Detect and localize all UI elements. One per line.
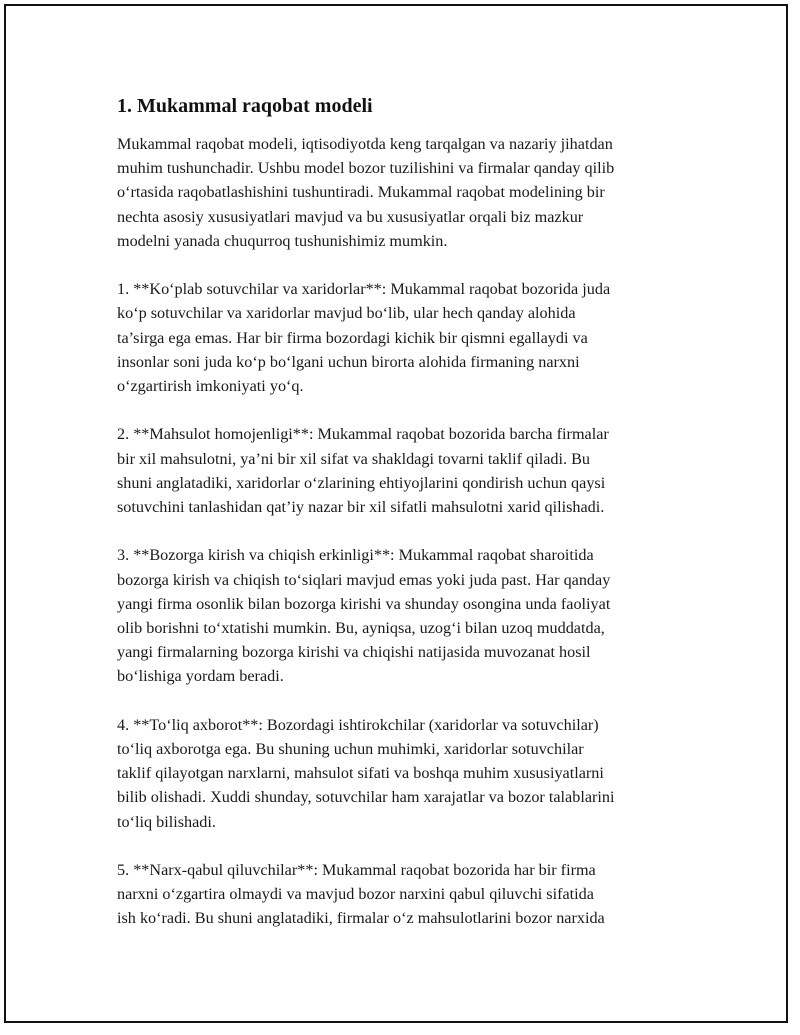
point-4-paragraph: 4. **To‘liq axborot**: Bozordagi ishtirokchilar (xaridorlar va sotuvchilar) to‘liq axborotga ega. Bu shuning uchun muhimki, xaridorlar sotuvchilar taklif qilayotgan narxlarni, mahsulot sifati va boshqa muhim xususiyatlarni bilib olishadi. Xuddi shunday, sotuvchilar ham xarajatlar va bozor talablarini to‘liq bilishadi. <box>117 715 615 831</box>
point-2-paragraph: 2. **Mahsulot homojenligi**: Mukammal raqobat bozorida barcha firmalar bir xil mahsulotni, ya’ni bir xil sifat va shakldagi tovarni taklif qiladi. Bu shuni anglatadiki, xaridorlar o‘zlarining ehtiyojlarini qondirish uchun qaysi sotuvchini tanlashidan qat’iy nazar bir xil sifatli mahsulotni xarid qilishadi. <box>117 425 609 517</box>
document-title: 1. Mukammal raqobat modeli <box>117 95 373 117</box>
point-3-paragraph: 3. **Bozorga kirish va chiqish erkinligi**: Mukammal raqobat sharoitida bozorga kirish va chiqish to‘siqlari mavjud emas yoki juda past. Har qanday yangi firma osonlik bilan bozorga kirishi va shunday osongina unda faoliyat olib borishni to‘xtatishi mumkin. Bu, ayniqsa, uzog‘i bilan uzoq muddatda, yangi firmalarning bozorga kirishi va chiqishi natijasida muvozanat hosil bo‘lishiga yordam beradi. <box>117 546 611 686</box>
intro-paragraph: Mukammal raqobat modeli, iqtisodiyotda keng tarqalgan va nazariy jihatdan muhim tushunchadir. Ushbu model bozor tuzilishini va firmalar qanday qilib o‘rtasida raqobatlashishini tushuntiradi. Mukammal raqobat modelining bir nechta asosiy xususiyatlari mavjud va bu xususiyatlar orqali biz mazkur modelni yanada chuqurroq tushunishimiz mumkin. <box>117 135 615 250</box>
document-body <box>117 92 692 955</box>
point-5-paragraph: 5. **Narx-qabul qiluvchilar**: Mukammal raqobat bozorida har bir firma narxni o‘zgartira olmaydi va mavjud bozor narxini qabul qiluvchi sifatida ish ko‘radi. Bu shuni anglatadiki, firmalar o‘z mahsulotlarini bozor narxida <box>117 861 605 928</box>
point-1-paragraph: 1. **Ko‘plab sotuvchilar va xaridorlar**: Mukammal raqobat bozorida juda ko‘p sotuvchilar va xaridorlar mavjud bo‘lib, ular hech qanday alohida ta’sirga ega emas. Har bir firma bozordagi kichik bir qismni egallaydi va insonlar soni juda ko‘p bo‘lgani uchun birorta alohida firmaning narxni o‘zgartirish imkoniyati yo‘q. <box>117 280 611 396</box>
